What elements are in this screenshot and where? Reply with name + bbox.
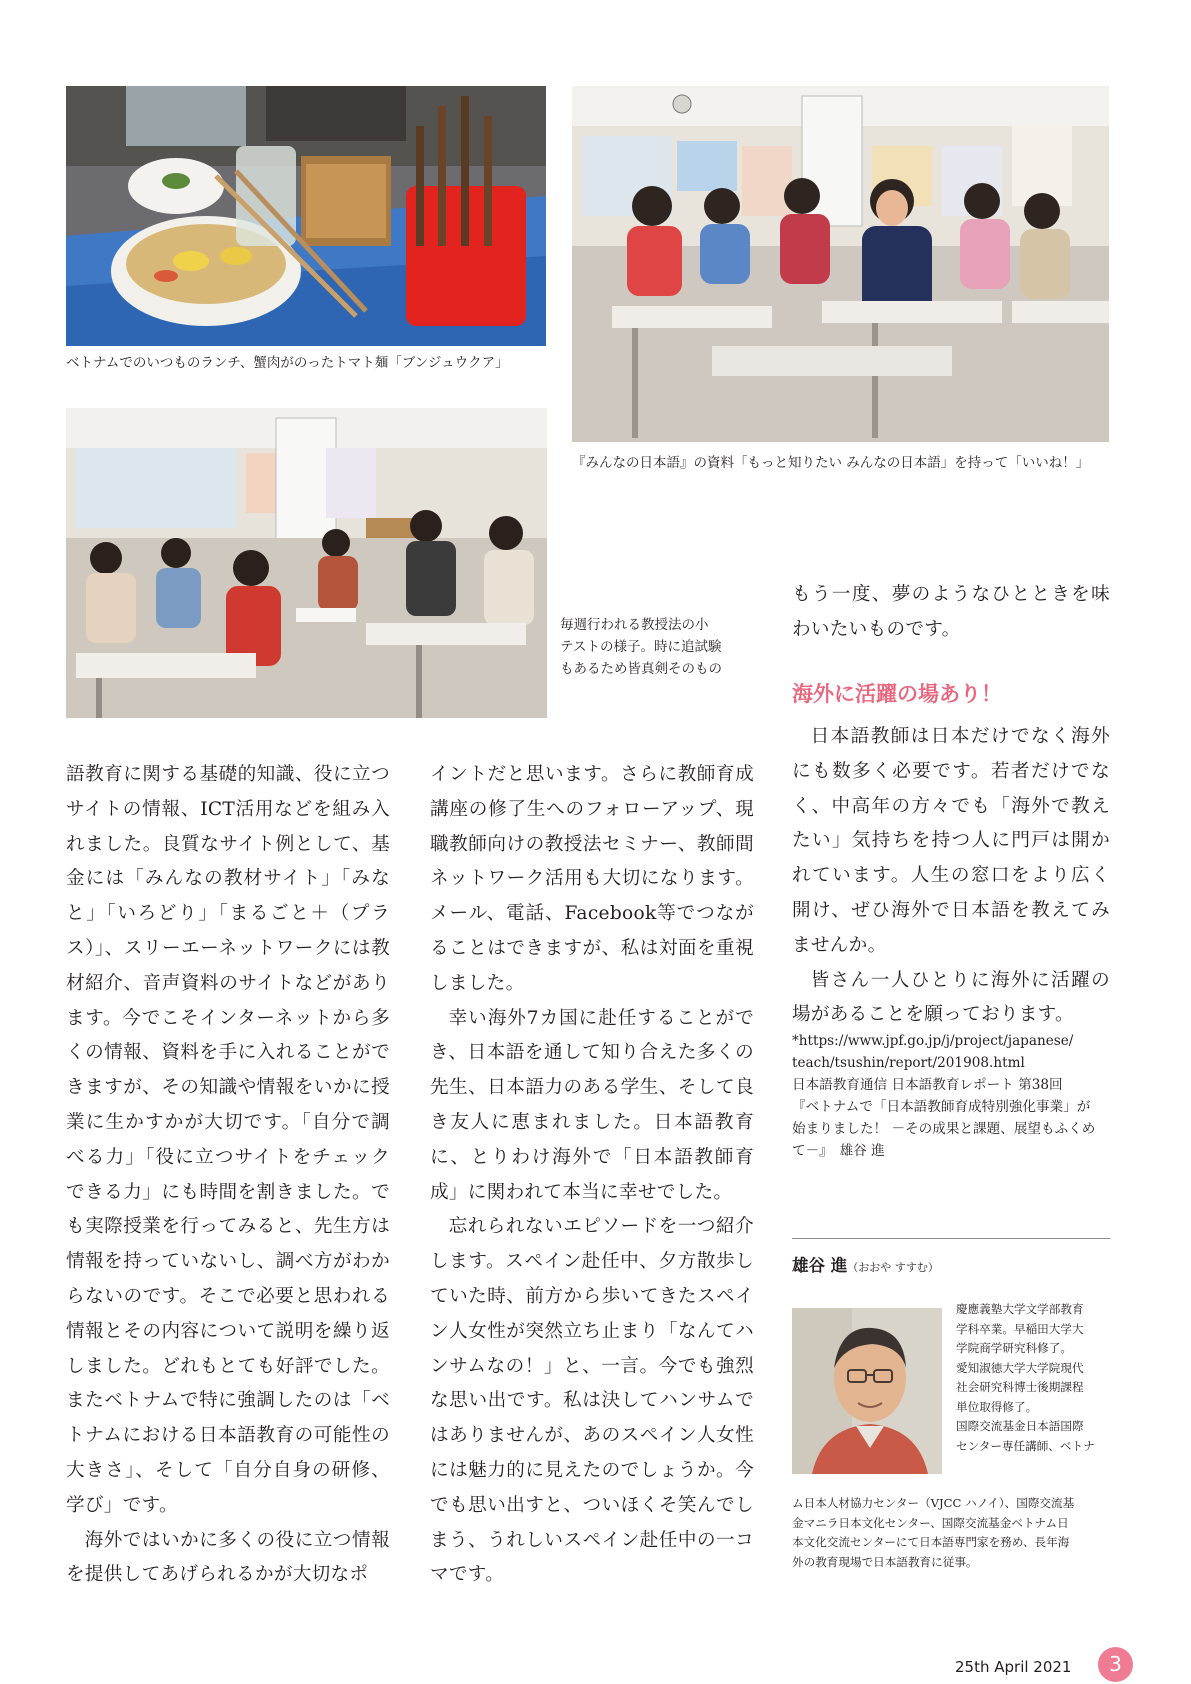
page-number: 3 (1109, 1652, 1122, 1676)
footnote-line-3: 日本語教育通信 日本語教育レポート 第38回 (792, 1077, 1063, 1093)
bio-line-4: 愛知淑徳大学大学院現代 (956, 1360, 1084, 1375)
weekly-test-photo (66, 408, 547, 718)
section-heading: 海外に活躍の場あり！ (792, 682, 1002, 706)
issue-date: 25th April 2021 (955, 1658, 1072, 1676)
bio-line-8: センター専任講師、ベトナ (956, 1438, 1095, 1453)
lunch-photo (66, 86, 546, 346)
article-column-2 (430, 758, 754, 1593)
column2-paragraph-3: 忘れられないエピソードを一つ紹介します。スペイン赴任中、夕方散歩していた時、前方から歩いてきたスペイン人女性が突然立ち止まり「なんてハンサムなの！」と、一言。今でも強烈な思い出です。私は決してハンサムではありませんが、あのスペイン人女性には魅力的に見えたのでしょうか。今でも思い出すと、ついほくそ笑んでしまう、うれしいスペイン赴任中の一コマです。 (430, 1216, 754, 1586)
profile-divider (792, 1238, 1110, 1239)
weekly-test-caption-line-2: テストの様子。時に追試験 (560, 639, 722, 655)
footnote-line-5: 始まりました！ －その成果と課題、展望もふくめ (792, 1121, 1096, 1137)
weekly-test-caption (560, 614, 722, 680)
bio-line-1: 慶應義塾大学文学部教育 (956, 1302, 1084, 1316)
lunch-caption: ベトナムでのいつものランチ、蟹肉がのったトマト麺「ブンジュウクア」 (66, 355, 509, 371)
column3-paragraph-2: 皆さん一人ひとりに海外に活躍の場があることを願っております。 (792, 969, 1110, 1026)
bio-tail-line-3: 本文化交流センターにて日本語専門家を務め、長年海 (792, 1535, 1070, 1549)
footnote-line-2: teach/tsushin/report/201908.html (792, 1055, 1025, 1071)
bio-tail-line-2: 金マニラ日本文化センター、国際交流基金ベトナム日 (792, 1515, 1069, 1530)
article-column-1 (66, 758, 390, 1593)
article-column-3 (792, 720, 1110, 1033)
author-name (792, 1252, 939, 1276)
column2-paragraph-1: イントだと思います。さらに教師育成講座の修了生へのフォローアップ、現職教師向けの教授法セミナー、教師間ネットワーク活用も大切になります。メール、電話、Facebook等でつながることはできますが、私は対面を重視しました。 (430, 764, 754, 994)
footnote-line-1: *https://www.jpf.go.jp/j/project/japanese/ (792, 1033, 1074, 1049)
bio-tail-line-4: 外の教育現場で日本語教育に従事。 (792, 1554, 978, 1569)
bio-line-5: 社会研究科博士後期課程 (956, 1380, 1084, 1394)
bio-line-6: 単位取得修了。 (956, 1399, 1038, 1414)
footnote-line-6: て－』 雄谷 進 (792, 1143, 885, 1159)
column1-paragraph-1: 語教育に関する基礎的知識、役に立つサイトの情報、ICT活用などを組み入れました。良質なサイト例として、基金には「みんなの教材サイト」「みなと」「いろどり」「まるごと＋（プラス）」、スリーエーネットワークには教材紹介、音声資料のサイトなどがあります。今でこそインターネットから多くの情報、資料を手に入れることができますが、その知識や情報をいかに授業に生かすかが大切です。「自分で調べる力」「役に立つサイトをチェックできる力」にも時間を割きました。でも実際授業を行ってみると、先生方は情報を持っていないし、調べ方がわからないのです。そこで必要と思われる情報とその内容について説明を繰り返しました。どれもとても好評でした。またベトナムで特に強調したのは「ベトナムにおける日本語教育の可能性の大きさ」、そして「自分自身の研修、学び」です。 (66, 764, 390, 1516)
classroom-group-caption: 『みんなの日本語』の資料「もっと知りたい みんなの日本語」を持って「いいね！」 (572, 455, 1090, 471)
classroom-group-photo (572, 86, 1109, 442)
bio-tail-line-1: ム日本人材協力センター（VJCC ハノイ）、国際交流基 (792, 1496, 1075, 1510)
weekly-test-caption-line-3: もあるため皆真剣そのもの (560, 661, 722, 677)
author-photo (792, 1308, 942, 1474)
bio-line-2: 学科卒業。早稲田大学大 (956, 1321, 1084, 1336)
weekly-test-caption-line-1: 毎週行われる教授法の小 (560, 617, 709, 633)
column3-intro: もう一度、夢のようなひとときを味わいたいものです。 (792, 584, 1110, 640)
author-bio-side (956, 1300, 1116, 1456)
footnote-line-4: 『ベトナムで「日本語教師育成特別強化事業」が (792, 1099, 1091, 1115)
author-bio-tail (792, 1494, 1114, 1572)
footnote (792, 1030, 1112, 1162)
bio-line-7: 国際交流基金日本語国際 (956, 1419, 1084, 1433)
page-number-badge (1098, 1647, 1133, 1682)
author-name-kana: （おおや すすむ） (847, 1261, 939, 1274)
author-name-text: 雄谷 進 (792, 1256, 848, 1275)
column1-paragraph-2: 海外ではいかに多くの役に立つ情報を提供してあげられるかが大切なポ (66, 1529, 390, 1586)
column2-paragraph-2: 幸い海外7カ国に赴任することができ、日本語を通して知り合えた多くの先生、日本語力のある学生、そして良き友人に恵まれました。日本語教育に、とりわけ海外で「日本語教師育成」に関われて本当に幸せでした。 (430, 1007, 754, 1203)
article-column-3-intro (792, 578, 1110, 648)
column3-paragraph-1: 日本語教師は日本だけでなく海外にも数多く必要です。若者だけでなく、中高年の方々でも「海外で教えたい」気持ちを持つ人に門戸は開かれています。人生の窓口をより広く開け、ぜひ海外で日本語を教えてみませんか。 (792, 726, 1110, 956)
bio-line-3: 学院商学研究科修了。 (956, 1341, 1072, 1355)
